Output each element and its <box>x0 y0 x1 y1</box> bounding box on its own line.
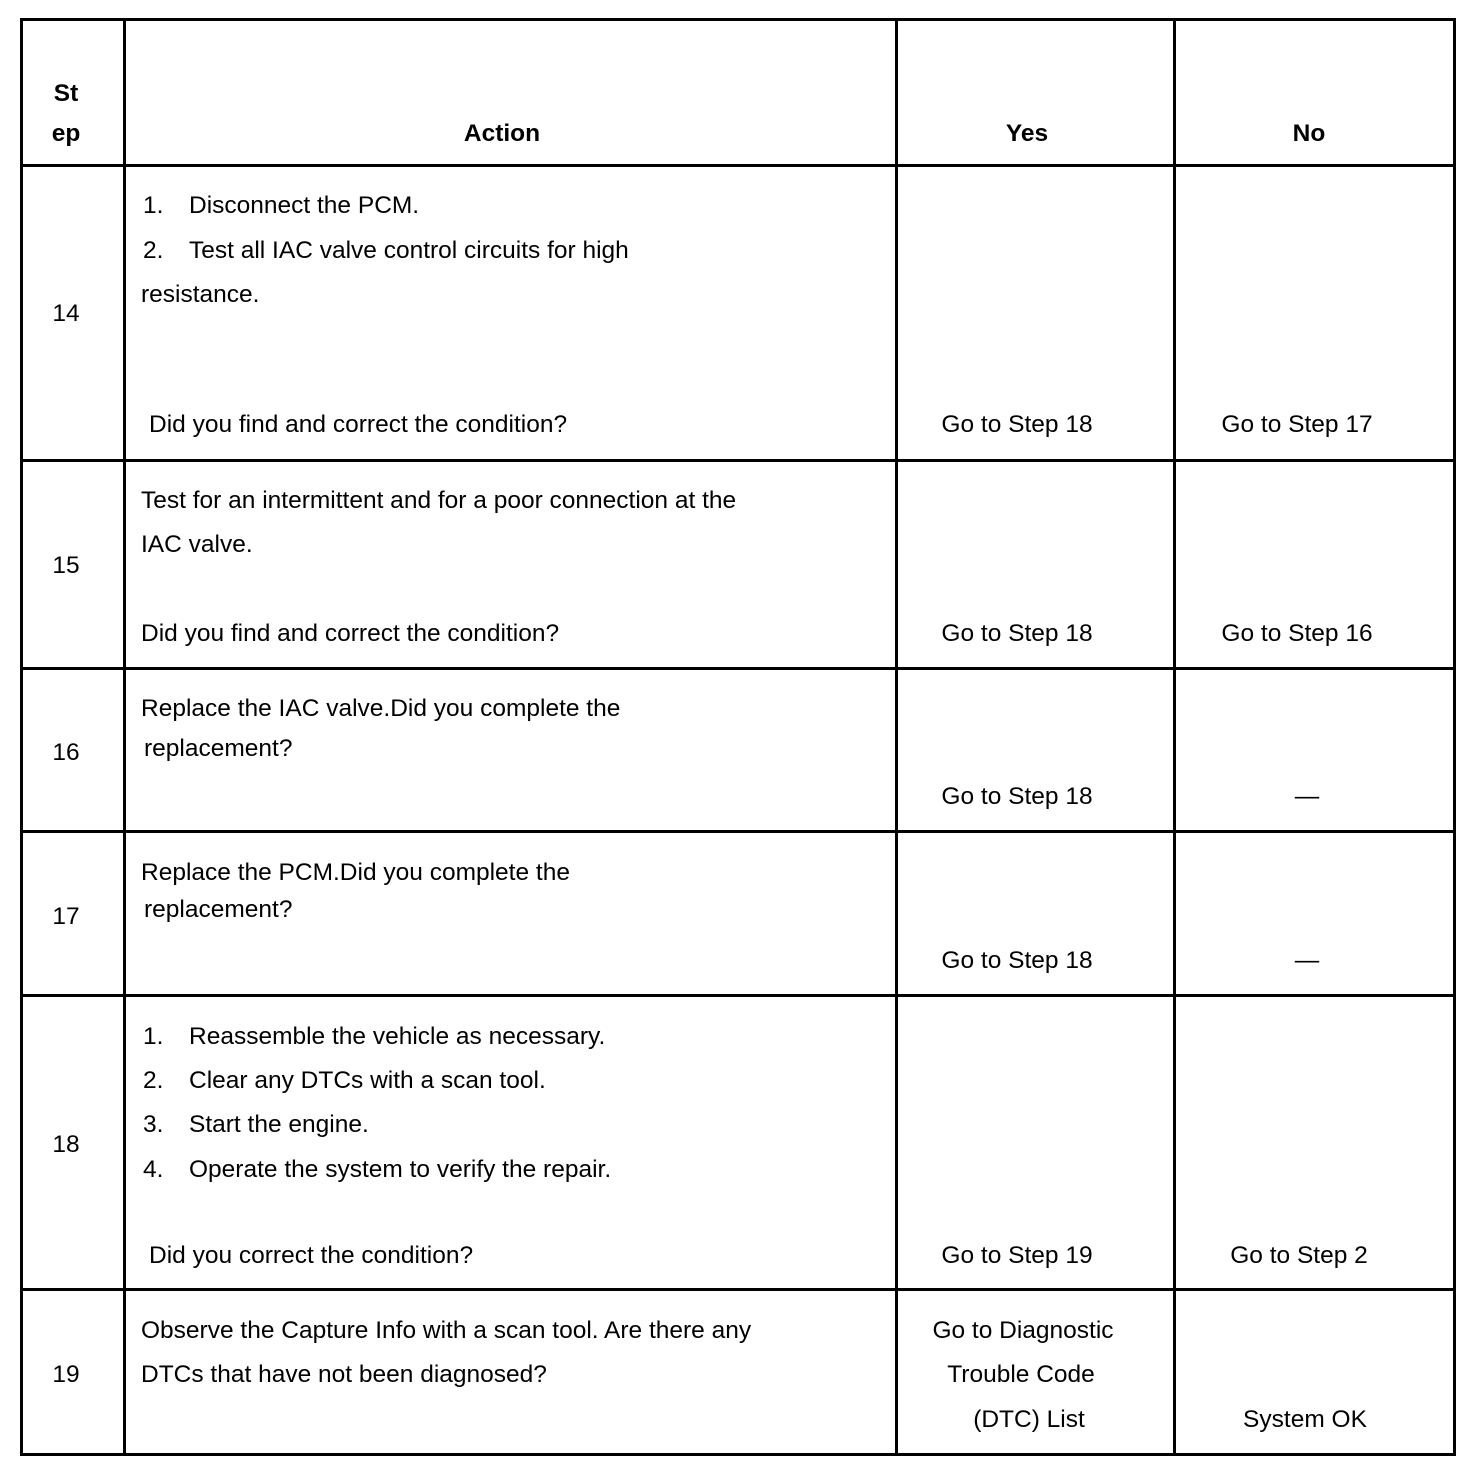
grid-line <box>1173 18 1176 1456</box>
action-item-text: Reassemble the vehicle as necessary. <box>189 1023 606 1050</box>
action-item-number: 1. <box>143 192 164 219</box>
action-question: Did you correct the condition? <box>149 1242 474 1269</box>
action-item-number: 2. <box>143 1067 164 1094</box>
action-text: replacement? <box>144 735 293 762</box>
step-number: 15 <box>52 552 80 579</box>
action-text: Replace the PCM.Did you complete the <box>141 859 570 886</box>
yes-cell: (DTC) List <box>973 1406 1085 1433</box>
action-text: DTCs that have not been diagnosed? <box>141 1361 547 1388</box>
grid-line <box>20 18 1456 21</box>
grid-line <box>20 18 23 1456</box>
yes-cell: Trouble Code <box>947 1361 1095 1388</box>
action-item-number: 3. <box>143 1111 164 1138</box>
action-item-number: 2. <box>143 237 164 264</box>
header-step-line1: St <box>53 80 79 107</box>
action-question: Did you find and correct the condition? <box>141 620 560 647</box>
diagnostic-table <box>20 18 1456 1456</box>
yes-cell: Go to Step 18 <box>941 947 1093 974</box>
grid-line <box>20 994 1456 997</box>
action-item <box>143 1158 611 1183</box>
no-cell: — <box>1294 783 1320 810</box>
grid-line <box>895 18 898 1456</box>
grid-line <box>20 830 1456 833</box>
action-item-text: Clear any DTCs with a scan tool. <box>189 1067 546 1094</box>
action-text: Replace the IAC valve.Did you complete the <box>141 695 621 722</box>
step-number: 19 <box>52 1361 80 1388</box>
no-cell: System OK <box>1243 1406 1367 1433</box>
action-question: Did you find and correct the condition? <box>149 411 568 438</box>
step-number: 17 <box>52 903 80 930</box>
action-item-number: 4. <box>143 1156 164 1183</box>
action-item-number: 1. <box>143 1023 164 1050</box>
no-cell: Go to Step 17 <box>1221 411 1373 438</box>
no-cell: Go to Step 16 <box>1221 620 1373 647</box>
action-item-text: Start the engine. <box>189 1111 369 1138</box>
action-item-text: Test all IAC valve control circuits for high <box>189 237 629 264</box>
yes-cell: Go to Step 19 <box>941 1242 1093 1269</box>
action-text: Test for an intermittent and for a poor connection at the <box>141 487 737 514</box>
action-item-text: Operate the system to verify the repair. <box>189 1156 612 1183</box>
action-item <box>143 239 629 264</box>
action-text: Observe the Capture Info with a scan tool. Are there any <box>141 1317 752 1344</box>
grid-line <box>20 1288 1456 1291</box>
action-item <box>143 1025 605 1050</box>
grid-line <box>20 164 1456 167</box>
header-action: Action <box>463 120 541 147</box>
yes-cell: Go to Diagnostic <box>932 1317 1114 1344</box>
action-item <box>143 1069 546 1094</box>
yes-cell: Go to Step 18 <box>941 620 1093 647</box>
yes-cell: Go to Step 18 <box>941 783 1093 810</box>
grid-line <box>1453 18 1456 1456</box>
step-number: 18 <box>52 1131 80 1158</box>
action-item <box>143 194 419 219</box>
step-number: 14 <box>52 300 80 327</box>
grid-line <box>20 1453 1456 1456</box>
grid-line <box>20 459 1456 462</box>
action-text: IAC valve. <box>141 531 253 558</box>
header-step-line2: ep <box>51 120 81 147</box>
action-text: replacement? <box>144 896 293 923</box>
header-no: No <box>1292 120 1326 147</box>
step-number: 16 <box>52 739 80 766</box>
grid-line <box>20 667 1456 670</box>
yes-cell: Go to Step 18 <box>941 411 1093 438</box>
no-cell: Go to Step 2 <box>1230 1242 1368 1269</box>
action-item-text: Disconnect the PCM. <box>189 192 420 219</box>
action-item <box>143 1113 369 1138</box>
grid-line <box>123 18 126 1456</box>
action-text: resistance. <box>141 281 260 308</box>
no-cell: — <box>1294 947 1320 974</box>
header-yes: Yes <box>1005 120 1049 147</box>
